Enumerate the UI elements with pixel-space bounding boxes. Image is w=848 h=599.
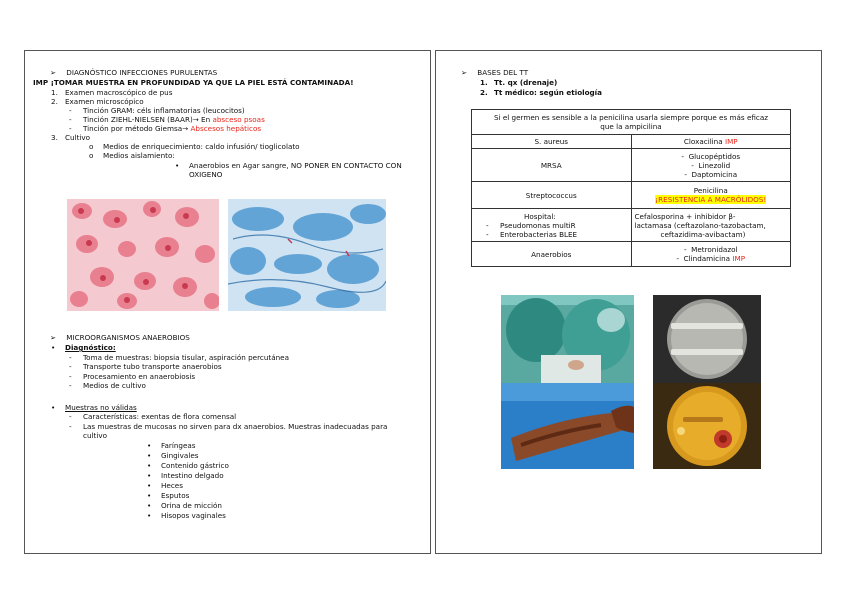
site-item: • Heces bbox=[147, 481, 183, 490]
table-cell: MRSA bbox=[472, 149, 632, 182]
gram-stain-image bbox=[67, 199, 219, 311]
table-row bbox=[472, 110, 791, 135]
table-cell: Hospital: - Pseudomonas multiR - Enterobacterias BLEE bbox=[472, 209, 632, 242]
list-item: - Tinción por método Giemsa→ Abscesos hepáticos bbox=[69, 124, 262, 133]
site-item: • Hisopos vaginales bbox=[147, 511, 226, 520]
table-cell: - Metronidazol - Clindamicina IMP bbox=[631, 242, 791, 267]
table-cell: Cloxacilina IMP bbox=[631, 135, 791, 149]
table-cell: Cefalosporina + inhibidor β- lactamasa (ceftazolano-tazobactam, ceftazidima-avibactam) bbox=[631, 209, 791, 242]
surgery-image bbox=[501, 295, 634, 383]
section-heading-diagnostico: ➢ DIAGNÓSTICO INFECCIONES PURULENTAS bbox=[50, 68, 218, 77]
culture-plate-image bbox=[653, 383, 761, 469]
list-item: - Tinción ZIEHL-NIELSEN (BAAR)→ En absceso psoas bbox=[69, 115, 265, 124]
ziehl-stain-image bbox=[228, 199, 386, 311]
site-item: • Intestino delgado bbox=[147, 471, 224, 480]
right-page bbox=[435, 50, 822, 554]
site-item: • Esputos bbox=[147, 491, 190, 500]
list-item: 1. Examen macroscópico de pus bbox=[51, 88, 173, 97]
list-item: - Características: exentas de flora comensal bbox=[69, 412, 237, 421]
section-heading-bases: ➢ BASES DEL TT bbox=[461, 68, 529, 77]
left-page bbox=[24, 50, 431, 554]
site-item: • Faríngeas bbox=[147, 441, 196, 450]
list-item-continuation: OXIGENO bbox=[189, 170, 223, 179]
table-row bbox=[472, 182, 791, 209]
list-item: o Medios aislamiento: bbox=[89, 151, 175, 160]
table-cell: S. aureus bbox=[472, 135, 632, 149]
list-item: • Muestras no válidas bbox=[51, 403, 137, 412]
site-item: • Contenido gástrico bbox=[147, 461, 229, 470]
table-cell: - Glucopéptidos - Linezolid - Daptomicina bbox=[631, 149, 791, 182]
table-cell: Penicilina ¡RESISTENCIA A MACRÓLIDOS! bbox=[631, 182, 791, 209]
list-item: - Procesamiento en anaerobiosis bbox=[69, 372, 196, 381]
list-item: - Las muestras de mucosas no sirven para dx anaerobios. Muestras inadecuadas para bbox=[69, 422, 388, 431]
agar-plate-image bbox=[653, 295, 761, 383]
imp-note: IMP ¡TOMAR MUESTRA EN PROFUNDIDAD YA QUE LA PIEL ESTÁ CONTAMINADA! bbox=[33, 78, 354, 87]
list-item: 3. Cultivo bbox=[51, 133, 91, 142]
list-item-continuation: cultivo bbox=[83, 431, 107, 440]
list-item: • Diagnóstico: bbox=[51, 343, 116, 352]
table-row bbox=[472, 135, 791, 149]
table-cell: Streptococcus bbox=[472, 182, 632, 209]
list-item: • Anaerobios en Agar sangre, NO PONER EN CONTACTO CON bbox=[175, 161, 402, 170]
list-item: - Tinción GRAM: céls inflamatorias (leucocitos) bbox=[69, 106, 245, 115]
list-item: 2. Tt médico: según etiología bbox=[480, 88, 602, 97]
list-item: 2. Examen microscópico bbox=[51, 97, 144, 106]
list-item: - Medios de cultivo bbox=[69, 381, 146, 390]
list-item: - Transporte tubo transporte anaerobios bbox=[69, 362, 222, 371]
list-item: o Medios de enriquecimiento: caldo infusión/ tioglicolato bbox=[89, 142, 300, 151]
table-cell: Anaerobios bbox=[472, 242, 632, 267]
table-row bbox=[472, 149, 791, 182]
table-row bbox=[472, 242, 791, 267]
section-heading-anaerobios: ➢ MICROORGANISMOS ANAEROBIOS bbox=[50, 333, 190, 342]
list-item: 1. Tt. qx (drenaje) bbox=[480, 78, 558, 87]
list-item: - Toma de muestras: biopsia tisular, aspiración percutánea bbox=[69, 353, 290, 362]
site-item: • Gingivales bbox=[147, 451, 199, 460]
site-item: • Orina de micción bbox=[147, 501, 222, 510]
table-row bbox=[472, 209, 791, 242]
treatment-table bbox=[471, 109, 791, 267]
table-cell: Si el germen es sensible a la penicilina usarla siempre porque es más eficaz que la ampicilina bbox=[472, 110, 791, 135]
wound-image bbox=[501, 383, 634, 469]
